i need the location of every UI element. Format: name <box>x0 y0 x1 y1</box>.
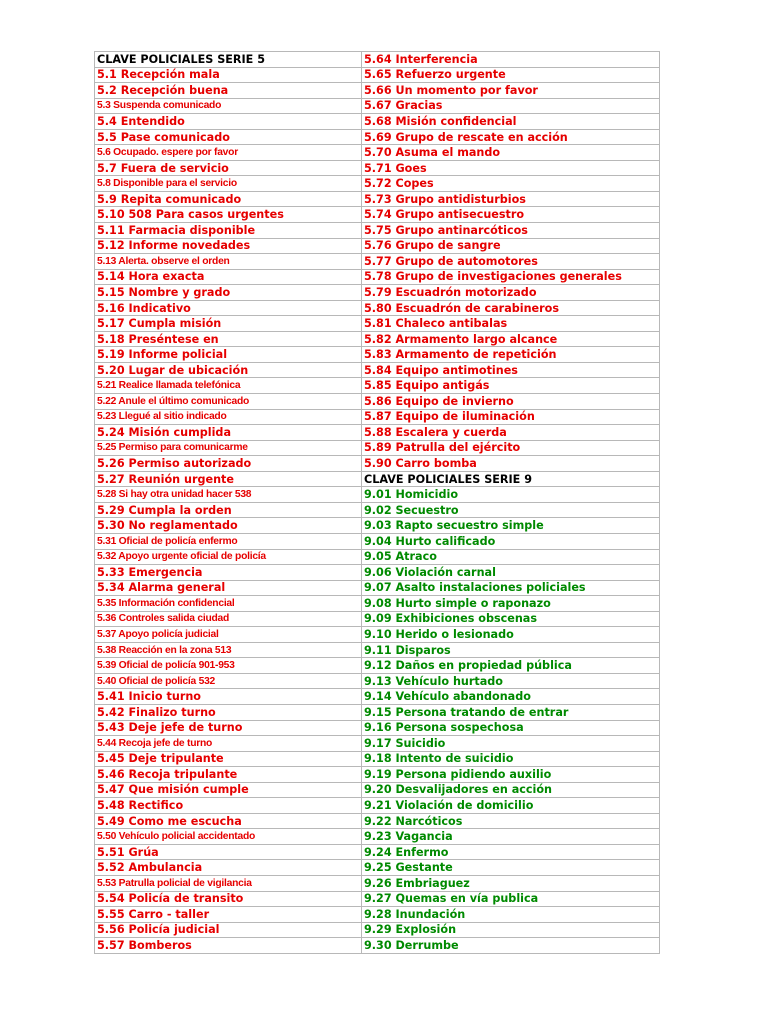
code-cell: 5.46 Recoja tripulante <box>95 767 362 783</box>
table-row <box>95 98 660 114</box>
code-cell: 9.30 Derrumbe <box>362 938 660 954</box>
table-row <box>95 844 660 860</box>
code-cell: 5.82 Armamento largo alcance <box>362 331 660 347</box>
code-cell: 5.70 Asuma el mando <box>362 145 660 161</box>
code-cell: 5.5 Pase comunicado <box>95 129 362 145</box>
code-cell: 5.29 Cumpla la orden <box>95 502 362 518</box>
table-row <box>95 191 660 207</box>
code-cell: 9.29 Explosión <box>362 922 660 938</box>
code-cell: 5.24 Misión cumplida <box>95 425 362 441</box>
table-row <box>95 596 660 612</box>
code-cell: 5.28 Si hay otra unidad hacer 538 <box>95 487 362 503</box>
table-row <box>95 456 660 472</box>
table-row <box>95 720 660 736</box>
code-cell: 9.28 Inundación <box>362 907 660 923</box>
code-cell: 5.14 Hora exacta <box>95 269 362 285</box>
code-cell: 9.16 Persona sospechosa <box>362 720 660 736</box>
code-cell: 5.2 Recepción buena <box>95 83 362 99</box>
table-row <box>95 533 660 549</box>
table-row <box>95 860 660 876</box>
code-cell: 9.26 Embriaguez <box>362 875 660 891</box>
code-cell: 5.13 Alerta. observe el orden <box>95 254 362 270</box>
code-cell: 9.23 Vagancia <box>362 829 660 845</box>
code-cell: 9.10 Herido o lesionado <box>362 627 660 643</box>
code-cell: 5.79 Escuadrón motorizado <box>362 285 660 301</box>
code-cell: 9.11 Disparos <box>362 642 660 658</box>
table-row <box>95 223 660 239</box>
code-cell: 5.78 Grupo de investigaciones generales <box>362 269 660 285</box>
code-cell: 5.66 Un momento por favor <box>362 83 660 99</box>
code-cell: 5.40 Oficial de policía 532 <box>95 673 362 689</box>
code-cell: 5.57 Bomberos <box>95 938 362 954</box>
table-row <box>95 938 660 954</box>
code-cell: 5.4 Entendido <box>95 114 362 130</box>
code-cell: 5.43 Deje jefe de turno <box>95 720 362 736</box>
code-cell: 9.20 Desvalijadores en acción <box>362 782 660 798</box>
table-row <box>95 502 660 518</box>
code-cell: 5.47 Que misión cumple <box>95 782 362 798</box>
code-cell: 5.68 Misión confidencial <box>362 114 660 130</box>
code-cell: 5.21 Realice llamada telefónica <box>95 378 362 394</box>
table-row <box>95 782 660 798</box>
code-cell: 9.05 Atraco <box>362 549 660 565</box>
table-row <box>95 704 660 720</box>
table-row <box>95 425 660 441</box>
table-row <box>95 751 660 767</box>
table-row <box>95 285 660 301</box>
table-row <box>95 673 660 689</box>
code-cell: 9.01 Homicidio <box>362 487 660 503</box>
code-cell: 5.11 Farmacia disponible <box>95 223 362 239</box>
table-row <box>95 269 660 285</box>
code-cell: 5.32 Apoyo urgente oficial de policía <box>95 549 362 565</box>
code-cell: 9.02 Secuestro <box>362 502 660 518</box>
table-row <box>95 394 660 410</box>
code-cell: 5.30 No reglamentado <box>95 518 362 534</box>
table-row <box>95 518 660 534</box>
code-cell: 5.87 Equipo de iluminación <box>362 409 660 425</box>
code-cell: 9.19 Persona pidiendo auxilio <box>362 767 660 783</box>
table-row <box>95 362 660 378</box>
code-cell: 5.3 Suspenda comunicado <box>95 98 362 114</box>
code-cell: 9.24 Enfermo <box>362 844 660 860</box>
table-row <box>95 52 660 68</box>
code-cell: 5.69 Grupo de rescate en acción <box>362 129 660 145</box>
code-cell: 5.20 Lugar de ubicación <box>95 362 362 378</box>
code-cell: 5.31 Oficial de policía enfermo <box>95 533 362 549</box>
code-cell: 5.80 Escuadrón de carabineros <box>362 300 660 316</box>
code-cell: 5.7 Fuera de servicio <box>95 160 362 176</box>
code-cell: 5.1 Recepción mala <box>95 67 362 83</box>
code-cell: 5.81 Chaleco antibalas <box>362 316 660 332</box>
code-cell: 5.27 Reunión urgente <box>95 471 362 487</box>
code-cell: 5.84 Equipo antimotines <box>362 362 660 378</box>
code-cell: 5.10 508 Para casos urgentes <box>95 207 362 223</box>
table-row <box>95 316 660 332</box>
code-cell: 9.06 Violación carnal <box>362 565 660 581</box>
code-cell: 9.12 Daños en propiedad pública <box>362 658 660 674</box>
code-cell: 5.54 Policía de transito <box>95 891 362 907</box>
code-cell: 5.75 Grupo antinarcóticos <box>362 223 660 239</box>
code-cell: 5.22 Anule el último comunicado <box>95 394 362 410</box>
series-header-cell: CLAVE POLICIALES SERIE 9 <box>362 471 660 487</box>
code-cell: 5.67 Gracias <box>362 98 660 114</box>
table-row <box>95 611 660 627</box>
code-cell: 5.18 Preséntese en <box>95 331 362 347</box>
table-row <box>95 238 660 254</box>
table-row <box>95 565 660 581</box>
code-cell: 9.13 Vehículo hurtado <box>362 673 660 689</box>
code-cell: 5.48 Rectifico <box>95 798 362 814</box>
table-row <box>95 829 660 845</box>
table-row <box>95 129 660 145</box>
code-cell: 9.09 Exhibiciones obscenas <box>362 611 660 627</box>
code-cell: 5.76 Grupo de sangre <box>362 238 660 254</box>
police-codes-table <box>94 51 660 954</box>
code-cell: 5.39 Oficial de policía 901-953 <box>95 658 362 674</box>
table-row <box>95 875 660 891</box>
code-cell: 5.37 Apoyo policía judicial <box>95 627 362 643</box>
code-cell: 9.15 Persona tratando de entrar <box>362 704 660 720</box>
code-cell: 5.17 Cumpla misión <box>95 316 362 332</box>
code-cell: 5.86 Equipo de invierno <box>362 394 660 410</box>
code-cell: 5.8 Disponible para el servicio <box>95 176 362 192</box>
code-cell: 5.12 Informe novedades <box>95 238 362 254</box>
code-cell: 5.85 Equipo antigás <box>362 378 660 394</box>
code-cell: 5.51 Grúa <box>95 844 362 860</box>
table-row <box>95 160 660 176</box>
table-row <box>95 891 660 907</box>
table-row <box>95 642 660 658</box>
code-cell: 5.45 Deje tripulante <box>95 751 362 767</box>
table-row <box>95 145 660 161</box>
table-row <box>95 254 660 270</box>
code-cell: 9.22 Narcóticos <box>362 813 660 829</box>
table-row <box>95 549 660 565</box>
table-row <box>95 658 660 674</box>
table-row <box>95 736 660 752</box>
code-cell: 5.44 Recoja jefe de turno <box>95 736 362 752</box>
code-cell: 5.90 Carro bomba <box>362 456 660 472</box>
code-cell: 5.42 Finalizo turno <box>95 704 362 720</box>
table-row <box>95 409 660 425</box>
code-cell: 5.38 Reacción en la zona 513 <box>95 642 362 658</box>
table-row <box>95 67 660 83</box>
table-row <box>95 378 660 394</box>
code-cell: 9.21 Violación de domicilio <box>362 798 660 814</box>
code-cell: 9.03 Rapto secuestro simple <box>362 518 660 534</box>
code-cell: 5.34 Alarma general <box>95 580 362 596</box>
code-cell: 9.08 Hurto simple o raponazo <box>362 596 660 612</box>
code-cell: 5.25 Permiso para comunicarme <box>95 440 362 456</box>
code-cell: 5.26 Permiso autorizado <box>95 456 362 472</box>
table-row <box>95 627 660 643</box>
code-cell: 5.89 Patrulla del ejército <box>362 440 660 456</box>
code-cell: 5.65 Refuerzo urgente <box>362 67 660 83</box>
code-cell: 9.07 Asalto instalaciones policiales <box>362 580 660 596</box>
code-cell: 5.49 Como me escucha <box>95 813 362 829</box>
series-header-cell: CLAVE POLICIALES SERIE 5 <box>95 52 362 68</box>
table-row <box>95 922 660 938</box>
table-row <box>95 347 660 363</box>
table-row <box>95 114 660 130</box>
code-cell: 5.9 Repita comunicado <box>95 191 362 207</box>
table-row <box>95 689 660 705</box>
code-cell: 5.33 Emergencia <box>95 565 362 581</box>
table-row <box>95 907 660 923</box>
code-cell: 5.6 Ocupado. espere por favor <box>95 145 362 161</box>
code-cell: 5.73 Grupo antidisturbios <box>362 191 660 207</box>
table-row <box>95 83 660 99</box>
code-cell: 5.23 Llegué al sitio indicado <box>95 409 362 425</box>
code-cell: 5.36 Controles salida ciudad <box>95 611 362 627</box>
code-cell: 9.18 Intento de suicidio <box>362 751 660 767</box>
code-cell: 5.88 Escalera y cuerda <box>362 425 660 441</box>
code-cell: 5.64 Interferencia <box>362 52 660 68</box>
table-row <box>95 813 660 829</box>
table-row <box>95 300 660 316</box>
code-cell: 5.72 Copes <box>362 176 660 192</box>
code-cell: 9.25 Gestante <box>362 860 660 876</box>
code-cell: 5.35 Información confidencial <box>95 596 362 612</box>
code-cell: 5.74 Grupo antisecuestro <box>362 207 660 223</box>
table-row <box>95 207 660 223</box>
code-cell: 5.19 Informe policial <box>95 347 362 363</box>
code-cell: 9.14 Vehículo abandonado <box>362 689 660 705</box>
table-row <box>95 580 660 596</box>
code-cell: 9.27 Quemas en vía publica <box>362 891 660 907</box>
table-row <box>95 176 660 192</box>
code-cell: 5.16 Indicativo <box>95 300 362 316</box>
code-cell: 5.50 Vehículo policial accidentado <box>95 829 362 845</box>
table-row <box>95 798 660 814</box>
table-row <box>95 331 660 347</box>
code-cell: 9.04 Hurto calificado <box>362 533 660 549</box>
code-cell: 5.56 Policía judicial <box>95 922 362 938</box>
table-row <box>95 487 660 503</box>
table-row <box>95 471 660 487</box>
code-cell: 5.71 Goes <box>362 160 660 176</box>
code-cell: 5.83 Armamento de repetición <box>362 347 660 363</box>
code-cell: 5.53 Patrulla policial de vigilancia <box>95 875 362 891</box>
code-cell: 5.41 Inicio turno <box>95 689 362 705</box>
code-cell: 5.52 Ambulancia <box>95 860 362 876</box>
code-cell: 5.55 Carro - taller <box>95 907 362 923</box>
table-row <box>95 767 660 783</box>
table-row <box>95 440 660 456</box>
code-cell: 9.17 Suicidio <box>362 736 660 752</box>
table-body <box>95 52 660 954</box>
code-cell: 5.77 Grupo de automotores <box>362 254 660 270</box>
code-cell: 5.15 Nombre y grado <box>95 285 362 301</box>
